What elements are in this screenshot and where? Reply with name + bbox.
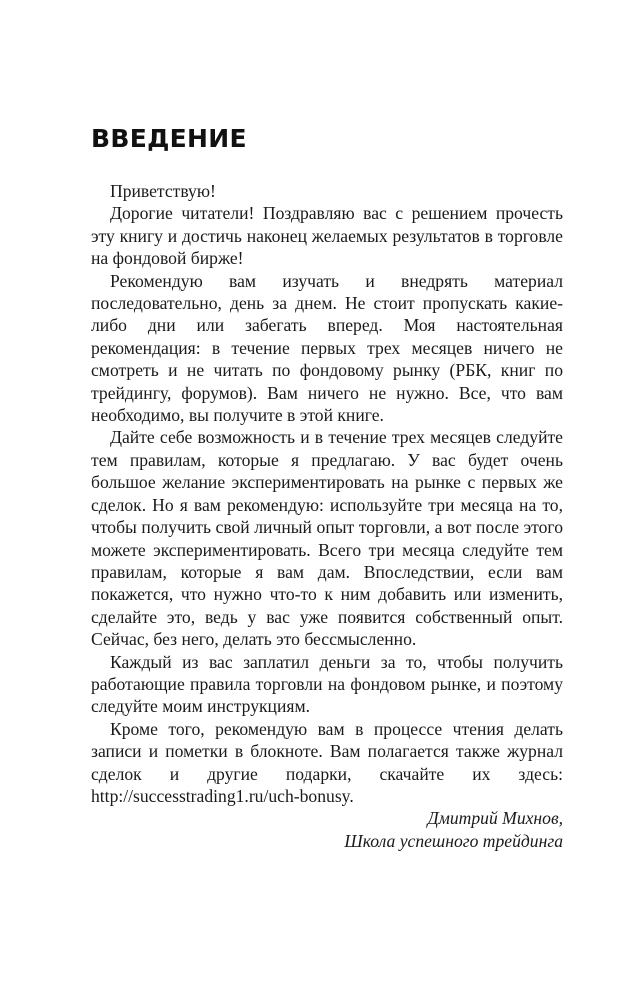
paragraph-three-months: Дайте себе возможность и в течение трех месяцев следуйте тем правилам, которые я предлагаю. У вас будет очень большое желание экспериментировать на рынке с первых же сделок. Но я вам рекомендую: используйте три месяца на то, чтобы получить свой личный опыт торговли, а вот после этого можете экспериментировать. Всего три месяца следуйте тем правилам, которые я вам дам. Впоследствии, если вам покажется, что нужно что-то к ним добавить или изменить, сделайте это, ведь у вас уже появится собственный опыт. Сейчас, без него, делать это бессмысленно.	[91, 427, 563, 650]
paragraph-greeting: Приветствую!	[110, 181, 216, 201]
paragraph-bonuses: Кроме того, рекомендую вам в процессе чтения делать записи и пометки в блокноте. Вам полагается также журнал сделок и другие подарки, скачайте их здесь: http://successtrading1.ru/uch-bonusy.	[91, 718, 563, 806]
chapter-title: ВВЕДЕНИЕ	[91, 124, 247, 153]
paragraph-congratulations: Дорогие читатели! Поздравляю вас с решением прочесть эту книгу и достичь наконец желаемых результатов в торговле на фондовой бирже!	[91, 203, 563, 269]
signature-author: Дмитрий Михнов,	[427, 808, 563, 829]
signature-school: Школа успешного трейдинга	[344, 830, 563, 851]
signature-block	[91, 807, 563, 852]
paragraph-recommendation: Рекомендую вам изучать и внедрять материал последовательно, день за днем. Не стоит пропускать какие-либо дни или забегать вперед. Моя настоятельная рекомендация: в течение первых трех месяцев ничего не смотреть и не читать по фондовому рынку (РБК, книг по трейдингу, форумов). Вам ничего не нужно. Все, что вам необходимо, вы получите в этой книге.	[91, 270, 563, 426]
chapter-body	[91, 180, 563, 852]
paragraph-instructions: Каждый из вас заплатил деньги за то, чтобы получить работающие правила торговли на фондовом рынке, и поэтому следуйте моим инструкциям.	[91, 651, 563, 717]
